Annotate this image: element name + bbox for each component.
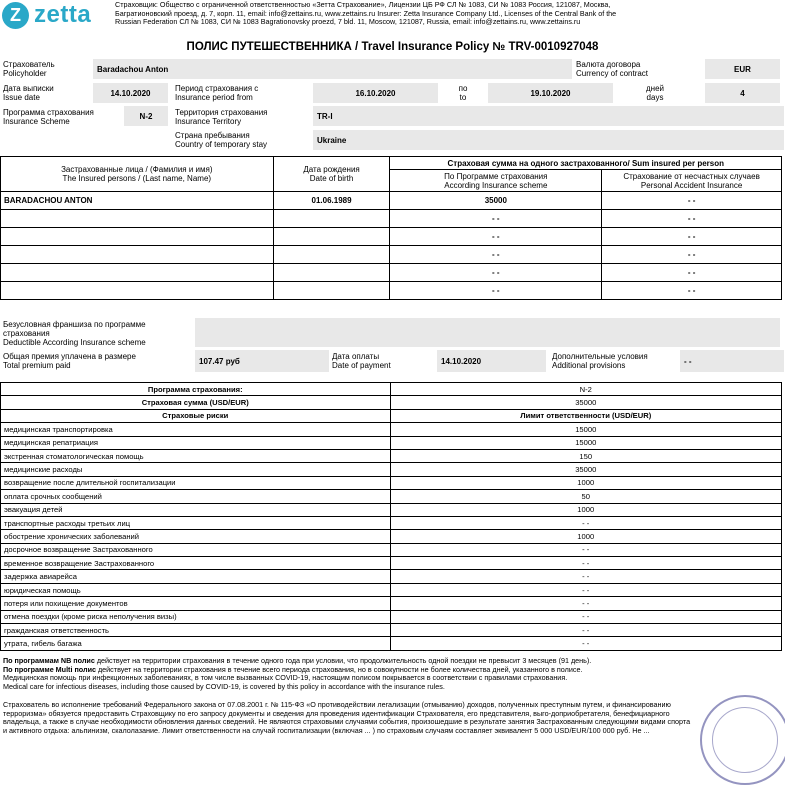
risk-limit: 15000 — [390, 423, 782, 436]
sum-value: 35000 — [390, 396, 782, 409]
risk-limit: 50 — [390, 490, 782, 503]
risk-name: временное возвращение Застрахованного — [1, 557, 391, 570]
period-from-value: 16.10.2020 — [313, 83, 438, 103]
currency-label: Валюта договора Currency of contract — [576, 60, 649, 78]
header-line: Russian Federation СЛ № 1083, СИ № 1083 Bagrationovsky proezd, 7 bld. 11, Moscow, 121087, Russia, email: info@zettains.ru, www.zettains.ru — [115, 17, 581, 27]
dob-header: Дата рождения Date of birth — [273, 157, 390, 192]
insured-accident: - - — [602, 210, 782, 228]
footer-line: владельца, а также в случае необходимости обновления данных сведений. Не являются страховыми случаями события, произошедшие в результате занятия Застрахованным следующими видами спорта — [3, 717, 691, 727]
risk-name: медицинская транспортировка — [1, 423, 391, 436]
insured-accident: - - — [602, 228, 782, 246]
header-line: Багратионовский проезд, д. 7, корп. 11, email: info@zettains.ru, www.zettains.ru Insurer: Zetta Insurance Company Ltd., Licenses of the Central Bank of the — [115, 8, 617, 18]
insured-accident: - - — [602, 264, 782, 282]
table-row — [1, 282, 782, 300]
insured-name — [1, 210, 274, 228]
logo-mark-icon: Z — [2, 2, 29, 29]
insured-sum: - - — [390, 210, 602, 228]
risk-name: медицинская репатриация — [1, 436, 391, 449]
risk-limit: 1000 — [390, 503, 782, 516]
insured-name — [1, 264, 274, 282]
table-row — [1, 246, 782, 264]
risk-limit: - - — [390, 543, 782, 556]
insured-sum: 35000 — [390, 192, 602, 210]
paydate-value: 14.10.2020 — [437, 350, 546, 372]
footer-line: и активного отдыха: альпинизм, скалолазание. Лимит ответственности на случай госпитализации (включая ... ) по страховым случаям составляет эквивалент 5 000 USD/EUR/100 000 руб. Не ... — [3, 725, 650, 735]
insured-dob: 01.06.1989 — [273, 192, 390, 210]
risk-name: возвращение после длительной госпитализации — [1, 476, 391, 489]
issue-date-value: 14.10.2020 — [93, 83, 168, 103]
scheme-sum-header: По Программе страхования According Insurance scheme — [390, 170, 602, 192]
risk-limit: - - — [390, 597, 782, 610]
premium-value: 107.47 руб — [195, 350, 329, 372]
additional-value: - - — [680, 350, 784, 372]
sum-label: Страховая сумма (USD/EUR) — [1, 396, 391, 409]
table-row — [1, 637, 782, 650]
risk-name: эвакуация детей — [1, 503, 391, 516]
table-row — [1, 210, 782, 228]
policy-notes — [3, 657, 781, 691]
table-row — [1, 409, 782, 422]
insured-dob — [273, 282, 390, 300]
risk-limit: 150 — [390, 449, 782, 462]
risk-name: экстренная стоматологическая помощь — [1, 449, 391, 462]
period-label: Период страхования с Insurance period from — [175, 84, 259, 102]
table-row — [1, 503, 782, 516]
insured-persons-table — [0, 156, 782, 300]
days-label: дней days — [645, 84, 664, 102]
table-row — [1, 624, 782, 637]
risk-name: досрочное возвращение Застрахованного — [1, 543, 391, 556]
sum-insured-header: Страховая сумма на одного застрахованного/ Sum insured per person — [390, 157, 782, 170]
table-row — [1, 463, 782, 476]
territory-label: Территория страхования Insurance Territory — [175, 108, 268, 126]
table-row — [1, 583, 782, 596]
territory-value: TR-I — [313, 106, 784, 126]
limit-header: Лимит ответственности (USD/EUR) — [390, 409, 782, 422]
risk-limit: 35000 — [390, 463, 782, 476]
insured-name: BARADACHOU ANTON — [1, 192, 274, 210]
header-line: Страховщик: Общество с ограниченной ответственностью «Зетта Страхование», Лицензии ЦБ РФ СЛ № 1083, СИ № 1083 Россия, 121087, Москва, — [115, 0, 611, 9]
insured-name — [1, 246, 274, 264]
risks-header: Страховые риски — [1, 409, 391, 422]
note-nb: По программам NB полис действует на территории страхования в течение одного года при условии, что продолжительность одной поездки не превысит 3 месяцев (91 день). — [3, 656, 592, 665]
insured-dob — [273, 264, 390, 282]
policyholder-label: Страхователь Policyholder — [3, 60, 55, 78]
risk-limit: 1000 — [390, 476, 782, 489]
table-row — [1, 228, 782, 246]
insured-name — [1, 228, 274, 246]
note-multi: По программе Multi полис действует на территории страхования в течение всего периода страхования, но в совокупности не более количества дней, указанного в полисе. — [3, 664, 583, 674]
table-row — [1, 543, 782, 556]
risk-name: медицинские расходы — [1, 463, 391, 476]
page-title: ПОЛИС ПУТЕШЕСТВЕННИКА / Travel Insurance Policy № TRV-0010927048 — [186, 41, 599, 53]
period-to-value: 19.10.2020 — [488, 83, 613, 103]
insured-sum: - - — [390, 246, 602, 264]
table-row — [1, 530, 782, 543]
deductible-label: Безусловная франшиза по программе страхования Deductible According Insurance scheme — [3, 320, 146, 347]
table-row — [1, 570, 782, 583]
table-row — [1, 383, 782, 396]
days-value: 4 — [705, 83, 780, 103]
risk-limit: - - — [390, 610, 782, 623]
footer-line: Страхователь во исполнение требований Федерального закона от 07.08.2001 г. № 115-ФЗ «О противодействии легализации (отмыванию) доходов, полученных преступным путем, и финансированию — [3, 701, 671, 709]
risk-name: обострение хронических заболеваний — [1, 530, 391, 543]
note-covid-ru: Медицинская помощь при инфекционных заболеваниях, в том числе вызванных COVID-19, настоящим полисом покрывается в соответствии с правилами страхования. — [3, 673, 568, 683]
table-row — [1, 192, 782, 210]
insured-accident: - - — [602, 282, 782, 300]
stamp-inner-ring — [712, 707, 778, 773]
country-value: Ukraine — [313, 130, 784, 150]
insurer-header — [115, 1, 780, 27]
risk-limit: 15000 — [390, 436, 782, 449]
scheme-value: N-2 — [124, 106, 168, 126]
risk-name: утрата, гибель багажа — [1, 637, 391, 650]
zetta-logo — [2, 2, 109, 32]
risk-limit: - - — [390, 624, 782, 637]
currency-value: EUR — [705, 59, 780, 79]
risk-name: задержка авиарейса — [1, 570, 391, 583]
risk-limit: - - — [390, 516, 782, 529]
program-label: Программа страхования: — [1, 383, 391, 396]
table-row — [1, 610, 782, 623]
accident-sum-header: Страхование от несчастных случаев Personal Accident Insurance — [602, 170, 782, 192]
policyholder-value: Baradachou Anton — [93, 59, 572, 79]
risk-limit: - - — [390, 557, 782, 570]
table-row — [1, 597, 782, 610]
premium-label: Общая премия уплачена в размере Total premium paid — [3, 352, 136, 370]
scheme-label: Программа страхования Insurance Scheme — [3, 108, 94, 126]
insured-sum: - - — [390, 264, 602, 282]
risk-name: отмена поездки (кроме риска неполучения визы) — [1, 610, 391, 623]
risks-table — [0, 382, 782, 651]
aml-footer — [3, 701, 781, 736]
insured-dob — [273, 246, 390, 264]
period-to-label: по to — [458, 84, 468, 102]
insured-sum: - - — [390, 228, 602, 246]
risk-limit: - - — [390, 583, 782, 596]
footer-line: терроризма» обязуется предоставить Страховщику по его запросу документы и сведения для проведения идентификации Страхователя, его представителя, выго-доприобретателя, бенефициарного — [3, 708, 670, 718]
risk-name: оплата срочных сообщений — [1, 490, 391, 503]
table-row — [1, 436, 782, 449]
deductible-value — [195, 318, 780, 347]
risk-name: юридическая помощь — [1, 583, 391, 596]
risk-limit: - - — [390, 570, 782, 583]
insured-sum: - - — [390, 282, 602, 300]
insured-name — [1, 282, 274, 300]
table-row — [1, 449, 782, 462]
country-label: Страна пребывания Country of temporary stay — [175, 131, 268, 149]
table-row — [1, 423, 782, 436]
risk-limit: - - — [390, 637, 782, 650]
insured-accident: - - — [602, 192, 782, 210]
table-row — [1, 476, 782, 489]
table-row — [1, 557, 782, 570]
table-row — [1, 264, 782, 282]
table-row — [1, 396, 782, 409]
table-row — [1, 490, 782, 503]
insured-accident: - - — [602, 246, 782, 264]
additional-label: Дополнительные условия Additional provisions — [552, 352, 648, 370]
note-covid-en: Medical care for infectious diseases, including those caused by COVID-19, is covered by this policy in accordance with the insurance rules. — [3, 681, 445, 691]
risk-limit: 1000 — [390, 530, 782, 543]
paydate-label: Дата оплаты Date of payment — [332, 352, 391, 370]
logo-text: zetta — [34, 1, 92, 28]
insured-dob — [273, 228, 390, 246]
table-row — [1, 516, 782, 529]
insured-dob — [273, 210, 390, 228]
risk-name: транспортные расходы третьих лиц — [1, 516, 391, 529]
issue-date-label: Дата выписки Issue date — [3, 84, 54, 102]
risk-name: гражданская ответственность — [1, 624, 391, 637]
risk-name: потеря или похищение документов — [1, 597, 391, 610]
program-value: N-2 — [390, 383, 782, 396]
insured-name-header: Застрахованные лица / (Фамилия и имя) The Insured persons / (Last name, Name) — [1, 157, 274, 192]
